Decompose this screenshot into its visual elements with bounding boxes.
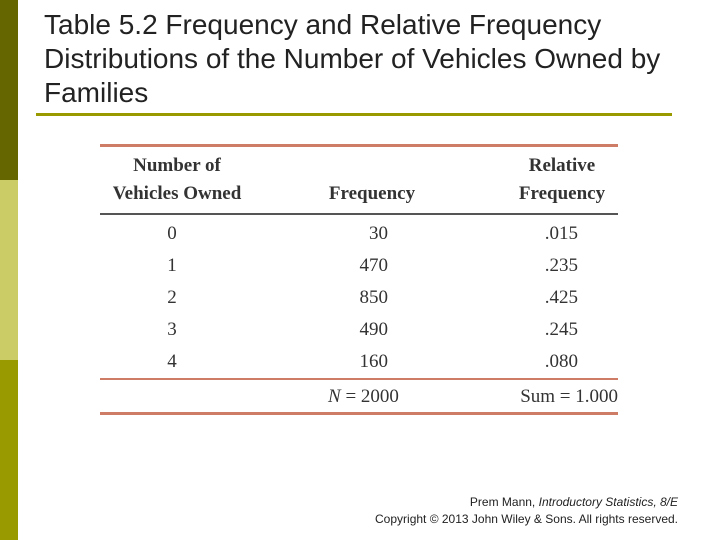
cell-vehicles: 0 (167, 223, 177, 244)
table-bottom-rule (100, 412, 618, 415)
header-relative-frequency (506, 152, 618, 208)
header-relative-line2: Frequency (518, 183, 606, 204)
table-header-rule (100, 213, 618, 215)
side-bar-bottom-segment (0, 360, 18, 540)
total-n-symbol: N (328, 386, 341, 407)
cell-vehicles: 3 (167, 319, 177, 340)
cell-relative-frequency: .425 (544, 287, 578, 308)
credit-copyright: Copyright © 2013 John Wiley & Sons. All rights reserved. (375, 512, 678, 526)
credit-book-title: Introductory Statistics, 8/E (538, 495, 678, 509)
header-vehicles-line2: Vehicles Owned (112, 183, 242, 204)
table-top-rule (100, 144, 618, 147)
cell-frequency: 160 (359, 351, 388, 372)
vehicles-frequency-table (100, 144, 618, 416)
table-sum-rule (100, 378, 618, 380)
slide-title: Table 5.2 Frequency and Relative Frequency Distributions of the Number of Vehicles Owned by Families (44, 9, 661, 108)
cell-relative-frequency: .015 (544, 223, 578, 244)
header-relative-line1: Relative (528, 155, 596, 176)
credit-line-book (258, 494, 678, 511)
title-underline (36, 113, 672, 116)
cell-frequency: 490 (359, 319, 388, 340)
header-vehicles-owned (102, 152, 252, 208)
cell-vehicles: 2 (167, 287, 177, 308)
cell-frequency: 30 (369, 223, 388, 244)
cell-frequency: 850 (359, 287, 388, 308)
cell-vehicles: 4 (167, 351, 177, 372)
cell-relative-frequency: .080 (544, 351, 578, 372)
header-frequency: Frequency (328, 183, 416, 204)
header-vehicles-line1: Number of (133, 155, 221, 176)
total-relative-sum: Sum = 1.000 (520, 386, 618, 407)
total-frequency (328, 385, 448, 409)
total-n-value: = 2000 (345, 386, 399, 407)
source-credit (258, 494, 678, 528)
cell-relative-frequency: .235 (544, 255, 578, 276)
cell-vehicles: 1 (167, 255, 177, 276)
cell-relative-frequency: .245 (544, 319, 578, 340)
cell-frequency: 470 (359, 255, 388, 276)
side-bar-middle-segment (0, 180, 18, 360)
credit-author: Prem Mann, (469, 495, 536, 509)
side-bar-top-segment (0, 0, 18, 180)
